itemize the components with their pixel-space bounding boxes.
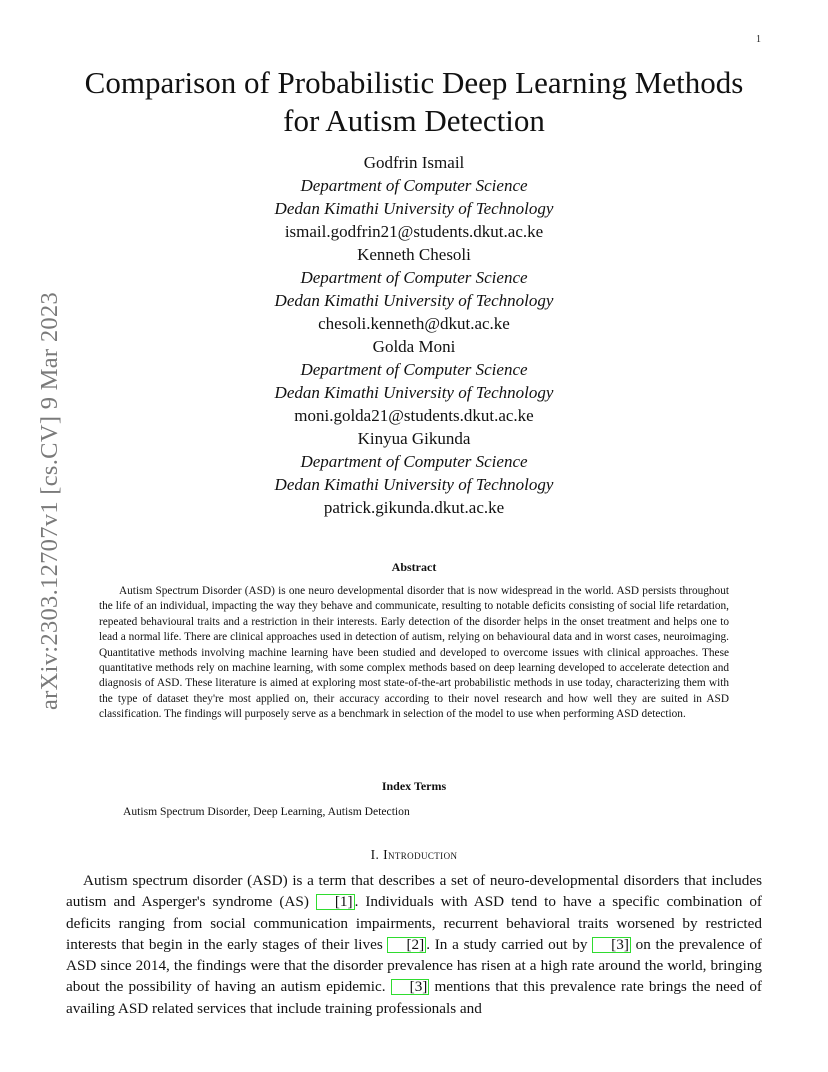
- arxiv-stamp[interactable]: arXiv:2303.12707v1 [cs.CV] 9 Mar 2023: [36, 291, 63, 710]
- intro-text-segment: Autism spectrum disorder (ASD) is a term that describes a set of neuro-developmental disorders that includes autism and Asperger's syndrome (AS): [66, 872, 762, 911]
- author-university: Dedan Kimathi University of Technology: [274, 199, 554, 218]
- author-university: Dedan Kimathi University of Technology: [274, 383, 554, 402]
- author-name: Kinyua Gikunda: [357, 429, 471, 448]
- author-email[interactable]: chesoli.kenneth@dkut.ac.ke: [318, 314, 510, 333]
- intro-text-segment: . In a study carried out by: [426, 935, 593, 953]
- intro-text-segment: on the prevalence of ASD since 2014, the findings were that the disorder prevalence has risen at a high rate around the world, bringing about the possibility of having an autism epidemic.: [66, 935, 762, 996]
- section-heading-introduction: [70, 847, 758, 863]
- author-university: Dedan Kimathi University of Technology: [274, 291, 554, 310]
- author-name: Kenneth Chesoli: [357, 245, 471, 264]
- author-block: [70, 151, 758, 519]
- paper-title: Comparison of Probabilistic Deep Learning Methods for Autism Detection: [84, 65, 744, 138]
- section-number: I.: [370, 847, 380, 862]
- introduction-paragraph: [66, 870, 762, 1019]
- citation-link[interactable]: [3]: [592, 937, 631, 953]
- author-email[interactable]: moni.golda21@students.dkut.ac.ke: [294, 406, 534, 425]
- citation-link[interactable]: [1]: [316, 894, 355, 910]
- index-terms-text: Autism Spectrum Disorder, Deep Learning, Autism Detection: [123, 805, 410, 818]
- abstract-text: Autism Spectrum Disorder (ASD) is one neuro developmental disorder that is now widespread in the world. ASD persists throughout the life of an individual, impacting the way they behave and communicate, resulting to notable deficits consisting of social life retardation, repeated behavioural traits and a restriction in their interests. Early detection of the disorder helps in the onset treatment and helps one to lead a normal life. There are clinical approaches used in detection of autism, relying on behavioural data and in worst cases, neuroimaging. Quantitative methods involving machine learning have been studied and developed to overcome issues with clinical approaches. These quantitative methods rely on machine learning, with some complex methods based on deep learning developed to accelerate detection and diagnosis of ASD. These literature is aimed at exploring most state-of-the-art probabilistic methods in use today, characterizing them with the type of dataset they're most applied on, their accuracy according to their novel research and how well they are suited in ASD classification. The findings will purposely serve as a benchmark in selection of the model to use when performing ASD detection.: [99, 585, 729, 721]
- author-department: Department of Computer Science: [300, 176, 528, 195]
- author-department: Department of Computer Science: [300, 452, 528, 471]
- author-department: Department of Computer Science: [300, 360, 528, 379]
- section-title: Introduction: [383, 847, 458, 862]
- author-university: Dedan Kimathi University of Technology: [274, 475, 554, 494]
- author-email[interactable]: ismail.godfrin21@students.dkut.ac.ke: [284, 222, 544, 241]
- author-name: Godfrin Ismail: [363, 153, 465, 172]
- author-name: Golda Moni: [372, 337, 456, 356]
- page-number: 1: [756, 34, 761, 45]
- citation-link[interactable]: [3]: [391, 979, 430, 995]
- citation-link[interactable]: [2]: [387, 937, 426, 953]
- author-department: Department of Computer Science: [300, 268, 528, 287]
- intro-text-segment: . Individuals with ASD tend to have a specific combination of deficits ranging from social communication impairments, recurrent behavioral traits worsened by restricted interests that begin in the early stages of their lives: [66, 893, 762, 953]
- intro-text-segment: mentions that this prevalence rate brings the need of availing ASD related services that include training professionals and: [66, 978, 762, 1017]
- abstract-heading: Abstract: [391, 560, 437, 574]
- author-email[interactable]: patrick.gikunda.dkut.ac.ke: [323, 498, 505, 517]
- index-terms-heading: Index Terms: [381, 779, 447, 793]
